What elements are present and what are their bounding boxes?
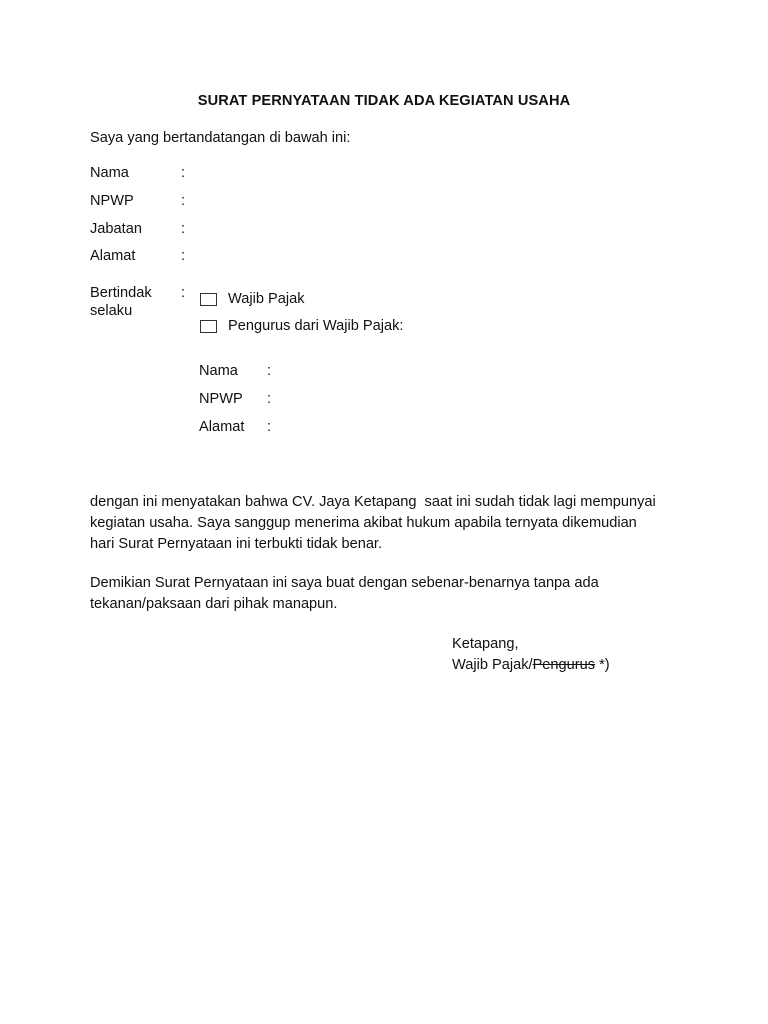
sub-alamat-label: Alamat [199,419,245,435]
wajib-pajak-option-label: Wajib Pajak [228,291,305,307]
statement-line-1: dengan ini menyatakan bahwa CV. Jaya Ketapang saat ini sudah tidak lagi mempunyai [90,494,656,510]
signature-role [452,657,610,673]
nama-label: Nama [90,165,129,181]
closing-line-2: tekanan/paksaan dari pihak manapun. [90,596,338,612]
sub-nama-label: Nama [199,363,238,379]
sub-npwp-label: NPWP [199,391,243,407]
alamat-colon: : [181,248,186,264]
statement-line-3: hari Surat Pernyataan ini terbukti tidak benar. [90,536,383,552]
closing-line-1: Demikian Surat Pernyataan ini saya buat dengan sebenar-benarnya tanpa ada [90,575,599,591]
alamat-label: Alamat [90,248,136,264]
nama-colon: : [181,165,186,181]
intro-text: Saya yang bertandatangan di bawah ini: [90,130,351,146]
sub-npwp-colon: : [267,391,272,407]
statement-paragraph [90,492,710,555]
bertindak-label-line2: selaku [90,303,133,319]
signature-place: Ketapang, [452,636,519,652]
pengurus-checkbox[interactable] [200,320,217,333]
closing-paragraph [90,573,710,615]
pengurus-option-label: Pengurus dari Wajib Pajak: [228,318,404,334]
jabatan-colon: : [181,221,186,237]
wajib-pajak-checkbox[interactable] [200,293,217,306]
statement-line-2: kegiatan usaha. Saya sanggup menerima akibat hukum apabila ternyata dikemudian [90,515,637,531]
bertindak-colon: : [181,285,186,301]
signature-role-struck: Pengurus [532,657,596,673]
signature-role-suffix: *) [595,657,610,673]
signature-role-prefix: Wajib Pajak/ [452,657,533,673]
npwp-colon: : [181,193,186,209]
sub-alamat-colon: : [267,419,272,435]
bertindak-label-line1: Bertindak [90,285,152,301]
sub-nama-colon: : [267,363,272,379]
document-title: SURAT PERNYATAAN TIDAK ADA KEGIATAN USAHA [197,93,571,109]
jabatan-label: Jabatan [90,221,142,237]
npwp-label: NPWP [90,193,134,209]
